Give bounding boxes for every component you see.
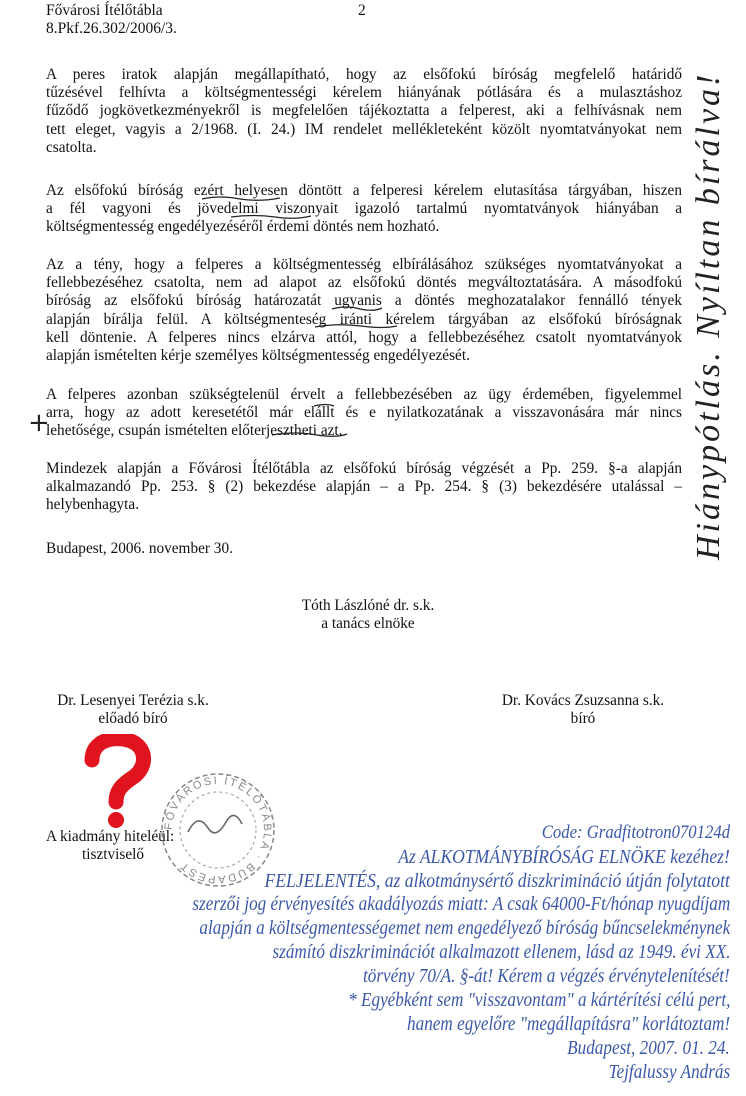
overlay-line: szerzői jog érvényesítés akadályozás miatt: A csak 64000-Ft/hónap nyugdíjam	[192, 894, 730, 915]
text-line: arra, hogy az adott keresetétől már elállt és e nyilatkozatának a visszavonására már nincs	[46, 404, 682, 422]
text-line: Az a tény, hogy a felperes a költségmentesség elbírálásához szükséges nyomtatványokat a	[46, 256, 682, 273]
overlay-code: Code: Gradfitotron070124d	[541, 822, 730, 843]
judge-left-name: Dr. Lesenyei Terézia s.k.	[57, 692, 209, 709]
overlay-line: * Egyébként sem "visszavontam" a kártérítési célú pert,	[347, 990, 730, 1011]
text-line: fűződő jogkövetkezményekről is megfelelően tájékoztatta a felperest, aki a felhívásnak nem	[46, 102, 682, 120]
overlay-date: Budapest, 2007. 01. 24.	[567, 1038, 730, 1059]
overlay-line: számító diszkriminációt alkalmazott ellenem, lásd az 1949. évi XX.	[271, 942, 730, 963]
judge-right-role: bíró	[570, 710, 596, 728]
court-stamp-icon	[158, 770, 278, 890]
text-line: Mindezek alapján a Fővárosi Ítélőtábla az elsőfokú bíróság végzését a Pp. 259. §-a alapján	[46, 460, 682, 477]
judge-right	[478, 692, 688, 728]
text-line: csatolta.	[46, 138, 97, 156]
overlay-line: FELJELENTÉS, az alkotmánysértő diszkrimináció útján folytatott	[264, 870, 730, 892]
overlay-line: hanem egyelőre "megállapításra" korlátoztam!	[406, 1014, 730, 1035]
judge-right-name: Dr. Kovács Zsuzsanna s.k.	[501, 692, 665, 709]
overlay-signature: Tejfalussy András	[608, 1062, 730, 1083]
presiding-judge-role: a tanács elnöke	[321, 615, 415, 633]
text-line: helybenhagyta.	[46, 496, 140, 514]
text-line: a fél vagyoni és jövedelmi viszonyait igazoló tartalmú nyomtatványok hiányában a	[46, 200, 682, 218]
judge-left-role: előadó bíró	[98, 710, 168, 728]
overlay-line: alapján a költségmentességemet nem engedélyező bíróság bűncselekménynek	[199, 918, 730, 939]
text-line: A peres iratok alapján megállapítható, hogy az elsőfokú bíróság megfelelő határidő	[46, 66, 682, 83]
court-name: Fővárosi Ítélőtábla	[46, 2, 163, 19]
judge-left	[28, 692, 238, 728]
text-line: fellebbezéséhez csatolta, nem ad alapot az elsőfokú döntés megváltoztatására. A másodfokú	[46, 274, 682, 292]
text-line: költségmentesség engedélyezéséről érdemi döntés nem hozható.	[46, 218, 440, 236]
stamp-text: FŐVÁROSI ÍTÉLŐTÁBLA · BUDAPEST	[162, 774, 274, 886]
text-line: tett eleget, vagyis a 2/1968. (I. 24.) IM rendelet mellékleteként közölt nyomtatványokat nem	[46, 120, 682, 138]
case-number: 8.Pkf.26.302/2006/3.	[46, 20, 177, 37]
text-line: alapján ismételten kérje személyes költségmentesség engedélyezését.	[46, 347, 470, 365]
text-line: tűzésével felhívta a költségmentességi kérelem hiányának pótlására és a mulasztáshoz	[46, 84, 682, 102]
overlay-addressee: Az ALKOTMÁNYBÍRÓSÁG ELNÖKE kezéhez!	[398, 846, 730, 868]
presiding-judge-name: Tóth Lászlóné dr. s.k.	[301, 597, 435, 614]
text-line: alapján bírálja felül. A költségmenteség iránti kérelem tárgyában az elsőfokú bíróságnak	[46, 310, 682, 328]
question-mark-icon	[84, 734, 154, 830]
date-line: Budapest, 2006. november 30.	[46, 540, 233, 557]
margin-handwriting: Hiánypótlás. Nyíltan bírálva!	[690, 71, 727, 560]
text-line: bíróság az elsőfokú bíróság határozatát ugyanis a döntés meghozatalakor fennálló tények	[46, 292, 682, 310]
presiding-judge	[268, 597, 468, 633]
text-line: kell döntenie. A felperes nincs elzárva attól, hogy a fellebbezéséhez csatolt nyomtatványok	[46, 328, 682, 346]
overlay-line: törvény 70/A. §-át! Kérem a végzés érvénytelenítését!	[363, 966, 730, 987]
certification-line2: tisztviselő	[82, 846, 145, 863]
text-line: A felperes azonban szükségtelenül érvelt a fellebbezésében az ügy érdemében, figyelemmel	[46, 386, 682, 403]
text-line: alkalmazandó Pp. 253. § (2) bekezdése alapján – a Pp. 254. § (3) bekezdésére utalással –	[46, 478, 682, 496]
text-line: lehetősége, csupán ismételten előterjesztheti azt.	[46, 422, 343, 440]
margin-mark: +	[28, 408, 50, 438]
page-number: 2	[358, 2, 366, 19]
certification-line1: A kiadmány hiteléül:	[46, 828, 175, 845]
text-line: Az elsőfokú bíróság ezért helyesen döntött a felperesi kérelem elutasítása tárgyában, hiszen	[46, 182, 682, 199]
